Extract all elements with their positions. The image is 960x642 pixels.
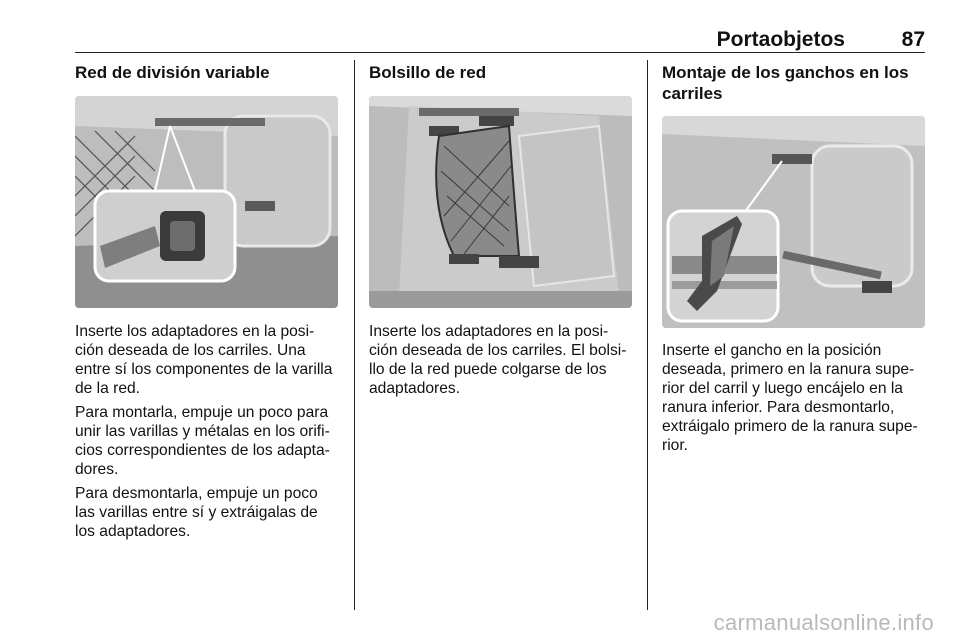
heading-variable-net: Red de división variable [75,63,270,82]
column-2 [369,62,635,83]
paragraph: Para montarla, empuje un poco para unir las varillas y métalas en los orifi-cios correspondientes de los adapta-dores. [75,404,330,478]
illustration-hook-mounting [662,116,925,328]
column-3 [662,62,928,104]
heading-hook-mounting: Montaje de los ganchos en los carriles [662,63,909,103]
column-divider-1 [354,60,355,610]
illustration-variable-net [75,96,338,308]
header-divider [75,52,925,53]
text-variable-net [75,322,341,546]
text-hook-mounting [662,341,928,460]
column-divider-2 [647,60,648,610]
heading-net-pocket: Bolsillo de red [369,63,487,82]
column-1 [75,62,341,83]
page-number: 87 [901,28,925,51]
paragraph: Inserte los adaptadores en la posi-ción deseada de los carriles. El bolsi-llo de la red puede colgarse de los adaptadores. [369,323,627,397]
illustration-net-pocket [369,96,632,308]
paragraph: Para desmontarla, empuje un poco las varillas entre sí y extráigalas de los adaptadores. [75,485,318,540]
page-header [75,28,925,50]
paragraph: Inserte los adaptadores en la posi-ción deseada de los carriles. Una entre sí los componentes de la varilla de la red. [75,323,333,397]
section-title: Portaobjetos [716,28,845,51]
text-net-pocket [369,322,635,403]
watermark: carmanualsonline.info [713,610,934,635]
paragraph: Inserte el gancho en la posición deseada, primero en la ranura supe-rior del carril y luego encájelo en la ranura inferior. Para desmontarlo, extráigalo primero de la ranura supe-rior. [662,342,918,454]
